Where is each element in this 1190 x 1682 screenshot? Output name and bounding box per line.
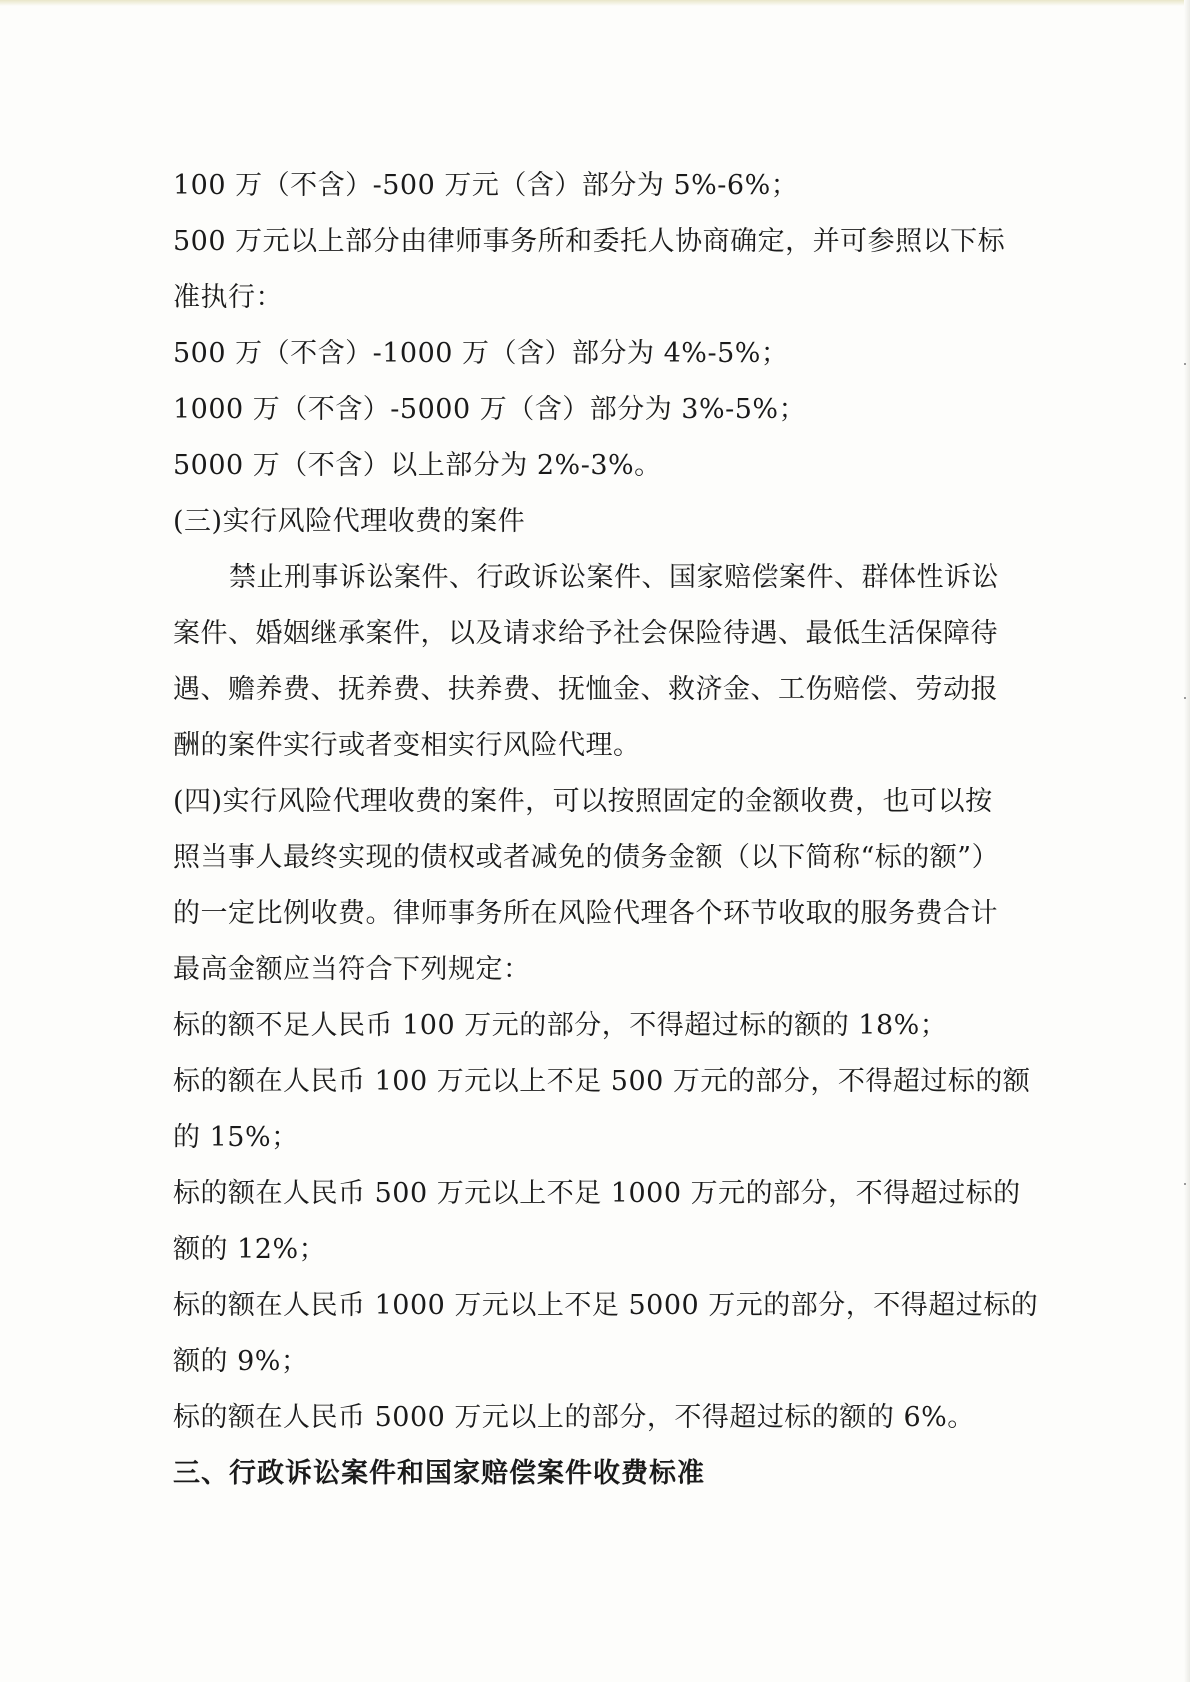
cap-500-1000-line-1: 标的额在人民币 500 万元以上不足 1000 万元的部分，不得超过标的 <box>173 1178 1021 1209</box>
scan-speck <box>1184 1183 1186 1185</box>
fee-tier-500-1000: 500 万（不含）-1000 万（含）部分为 4%-5%； <box>173 338 789 369</box>
cap-100-500-line-2: 的 15%； <box>173 1122 299 1153</box>
cap-1000-5000-line-2: 额的 9%； <box>173 1346 309 1377</box>
cap-100-500-line-1: 标的额在人民币 100 万元以上不足 500 万元的部分，不得超过标的额 <box>173 1066 1031 1097</box>
scan-speck <box>1184 697 1186 699</box>
scan-top-edge <box>0 0 1190 6</box>
prohibition-paragraph-line-2: 案件、婚姻继承案件，以及请求给予社会保险待遇、最低生活保障待 <box>173 618 998 649</box>
section-3-title: (三)实行风险代理收费的案件 <box>173 506 526 537</box>
document-body <box>173 158 1039 1502</box>
scan-right-edge <box>1184 0 1190 1682</box>
cap-500-1000-line-2: 额的 12%； <box>173 1234 327 1265</box>
section-4-line-4: 最高金额应当符合下列规定： <box>173 954 531 985</box>
fee-tier-100-500: 100 万（不含）-500 万元（含）部分为 5%-6%； <box>173 170 799 201</box>
prohibition-paragraph-line-1: 禁止刑事诉讼案件、行政诉讼案件、国家赔偿案件、群体性诉讼 <box>229 562 999 593</box>
fee-tier-1000-5000: 1000 万（不含）-5000 万（含）部分为 3%-5%； <box>173 394 807 425</box>
cap-1000-5000-line-1: 标的额在人民币 1000 万元以上不足 5000 万元的部分，不得超过标的 <box>173 1290 1039 1321</box>
cap-above-5000: 标的额在人民币 5000 万元以上的部分，不得超过标的额的 6%。 <box>173 1402 975 1433</box>
section-4-line-1: (四)实行风险代理收费的案件，可以按照固定的金额收费，也可以按 <box>173 786 993 817</box>
fee-tier-above-500-intro-cont: 准执行： <box>173 282 283 313</box>
fee-tier-above-500-intro: 500 万元以上部分由律师事务所和委托人协商确定，并可参照以下标 <box>173 226 1006 257</box>
section-4-line-2: 照当事人最终实现的债权或者减免的债务金额（以下简称“标的额”） <box>173 842 1000 873</box>
prohibition-paragraph-line-3: 遇、赡养费、抚养费、扶养费、抚恤金、救济金、工伤赔偿、劳动报 <box>173 674 998 705</box>
cap-under-100: 标的额不足人民币 100 万元的部分，不得超过标的额的 18%； <box>173 1010 948 1041</box>
fee-tier-above-5000: 5000 万（不含）以上部分为 2%-3%。 <box>173 450 662 481</box>
chapter-3-heading: 三、行政诉讼案件和国家赔偿案件收费标准 <box>173 1458 705 1489</box>
prohibition-paragraph-line-4: 酬的案件实行或者变相实行风险代理。 <box>173 730 641 761</box>
section-4-line-3: 的一定比例收费。律师事务所在风险代理各个环节收取的服务费合计 <box>173 898 998 929</box>
scan-speck <box>1184 363 1186 365</box>
